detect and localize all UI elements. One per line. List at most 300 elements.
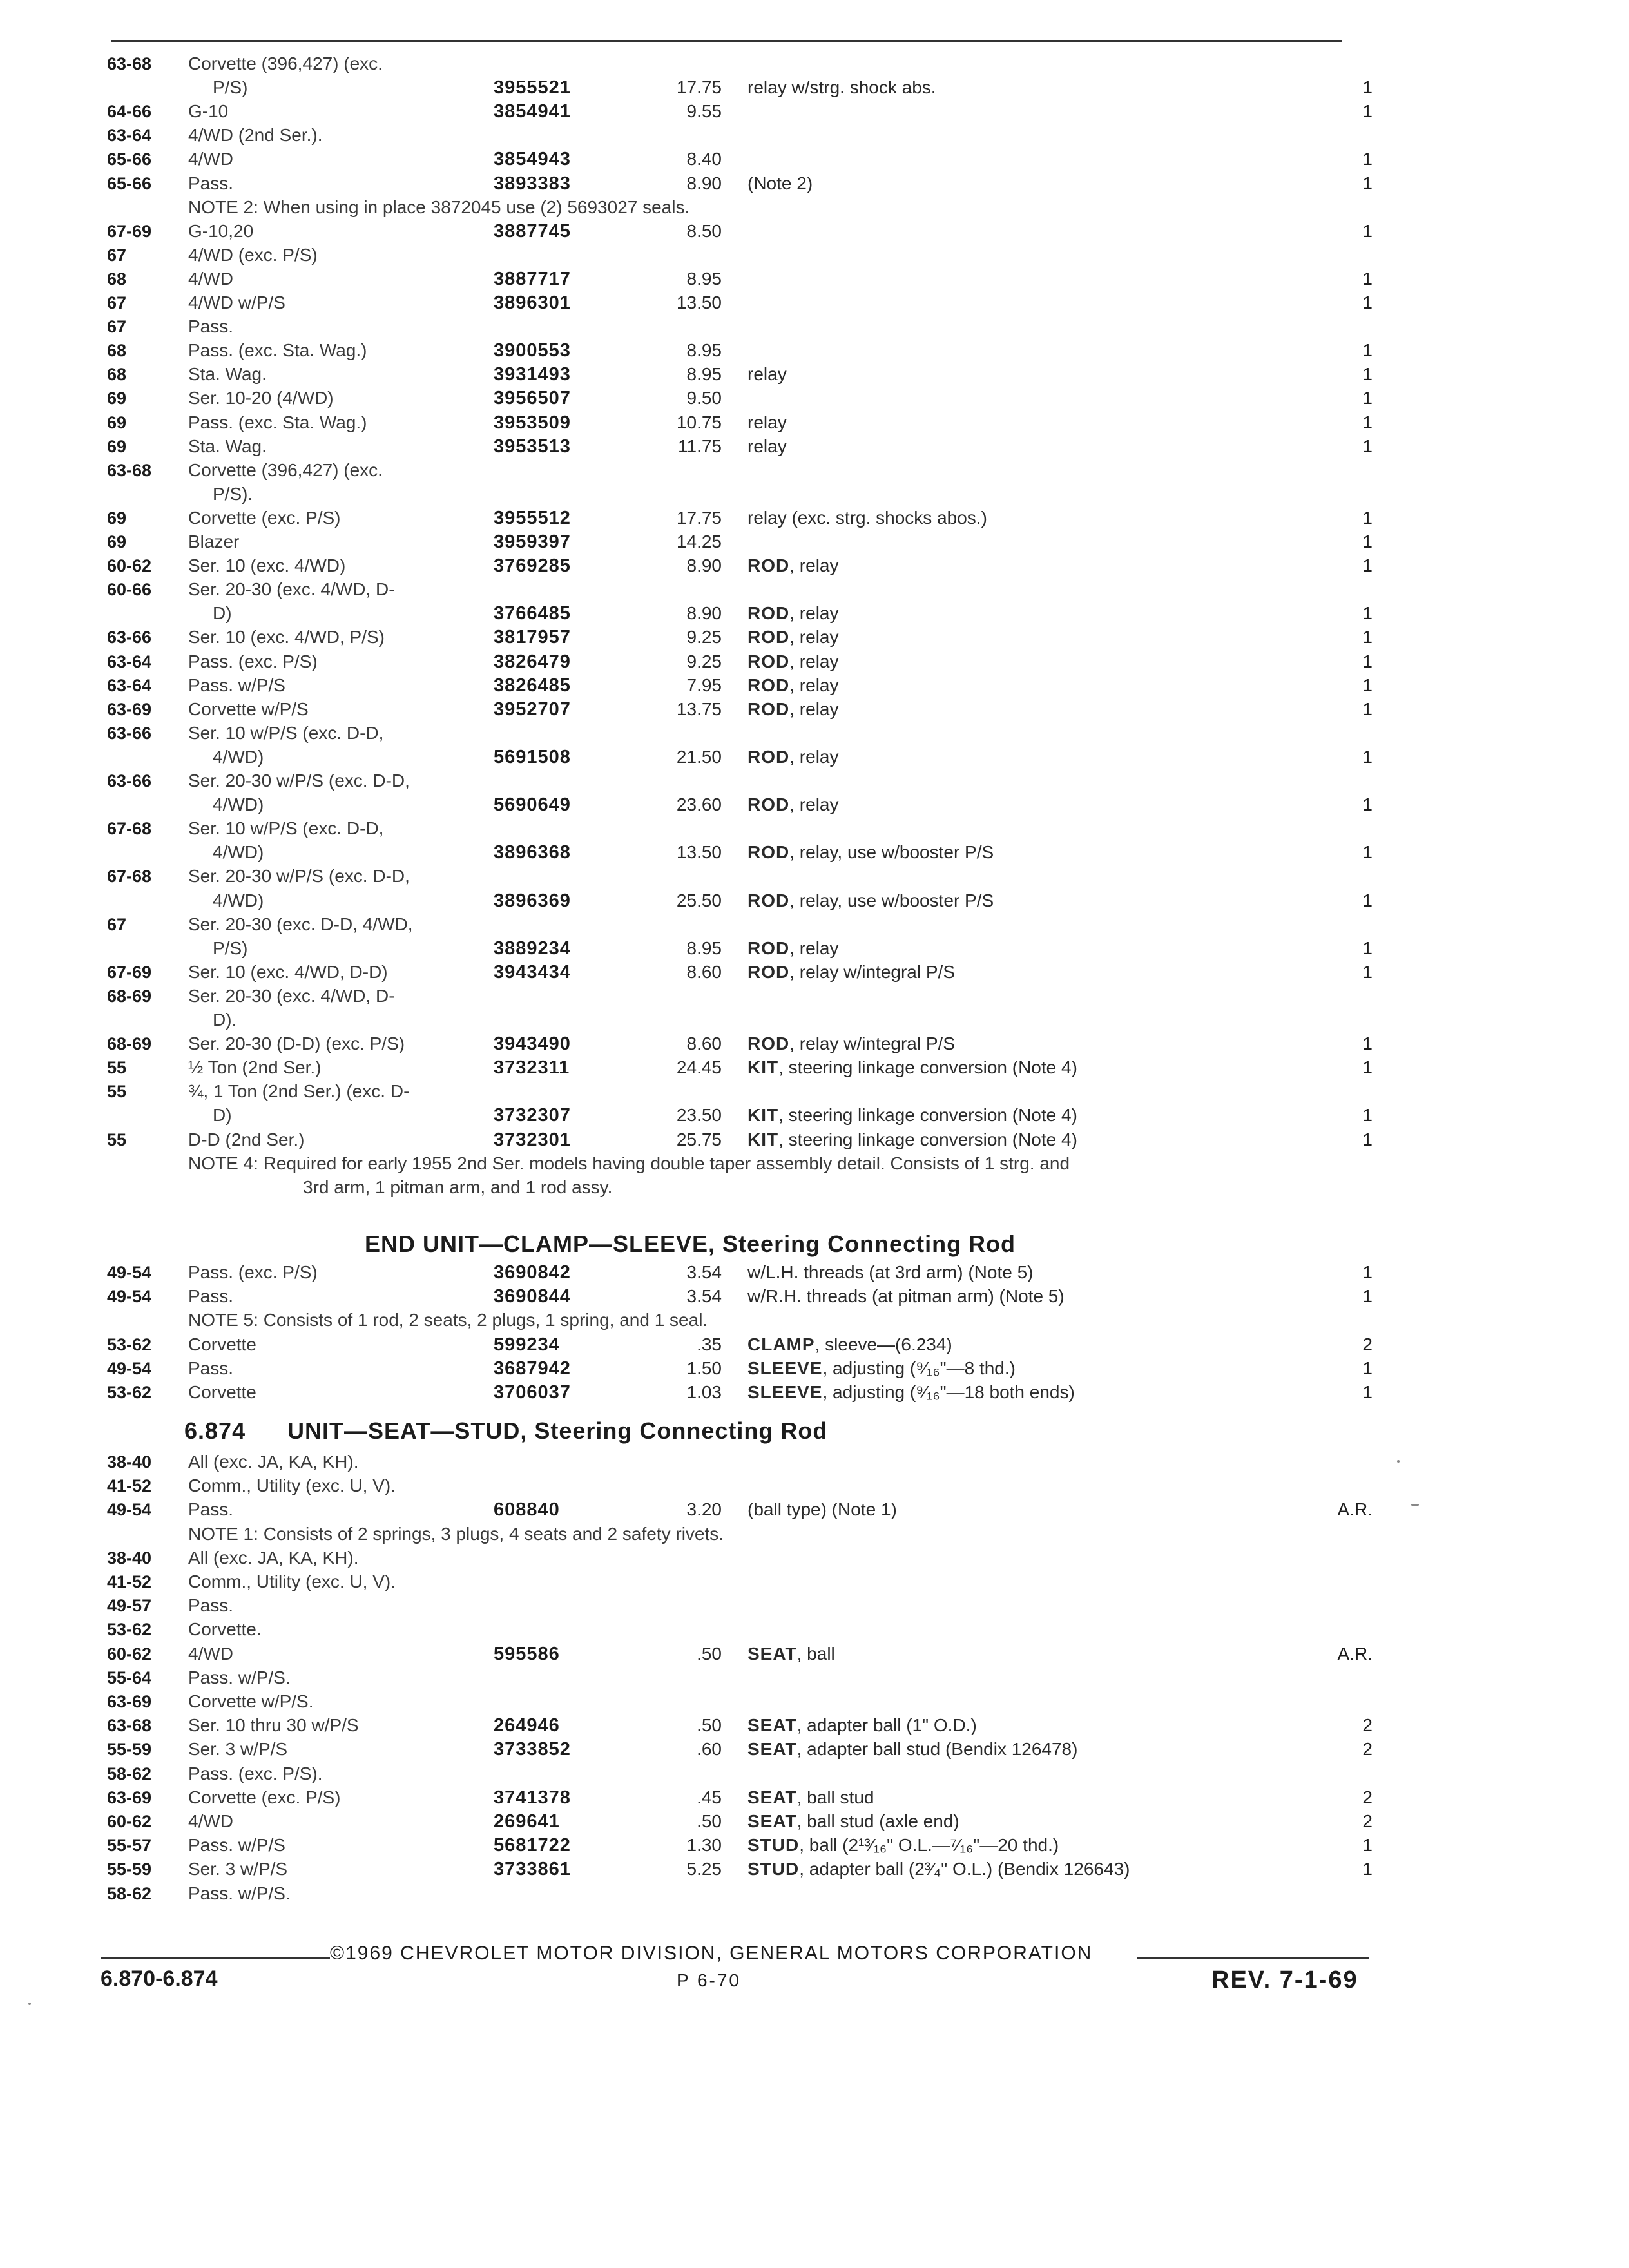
model-description: 4/WD w/P/S — [188, 293, 285, 312]
model-description: Ser. 10 thru 30 w/P/S — [188, 1715, 359, 1736]
quantity: 1 — [1362, 675, 1373, 695]
part-name: ROD — [747, 794, 790, 815]
quantity: 1 — [1362, 364, 1373, 385]
top-rule — [111, 40, 1342, 42]
part-name: SEAT — [747, 1811, 797, 1831]
model-year: 60-62 — [107, 556, 152, 576]
quantity: 1 — [1362, 220, 1373, 241]
model-description: Sta. Wag. — [188, 364, 267, 385]
part-number: 3732311 — [494, 1057, 570, 1079]
part-row — [0, 482, 1629, 506]
model-description: 4/WD — [188, 149, 233, 169]
model-description: Pass. (exc. P/S) — [188, 651, 318, 671]
model-description: Pass. (exc. P/S). — [188, 1763, 323, 1783]
part-row — [0, 1284, 1629, 1309]
quantity: 1 — [1362, 1358, 1373, 1378]
part-description — [747, 362, 787, 387]
price: .60 — [697, 1739, 722, 1760]
note-text: NOTE 1: Consists of 2 springs, 3 plugs, 4 seats and 2 safety rivets. — [188, 1523, 724, 1544]
part-number: 3817957 — [494, 627, 571, 648]
model-description: P/S) — [213, 77, 248, 98]
part-row — [0, 1380, 1629, 1405]
part-row — [0, 840, 1629, 865]
part-row — [0, 52, 1629, 76]
part-number: 3826479 — [494, 651, 571, 672]
part-detail: , relay, use w/booster P/S — [789, 842, 994, 863]
part-detail: , adapter ball stud (Bendix 126478) — [796, 1739, 1078, 1760]
model-description: Ser. 20-30 (exc. D-D, 4/WD, — [188, 914, 413, 934]
part-row — [0, 99, 1629, 124]
section-header-unit-seat-stud: UNIT—SEAT—STUD, Steering Connecting Rod — [287, 1418, 828, 1444]
part-description — [747, 75, 936, 100]
part-description — [747, 673, 838, 698]
model-year: 55 — [107, 1129, 127, 1149]
price: 25.50 — [676, 890, 722, 910]
part-number: 3826485 — [494, 675, 571, 696]
model-description: Corvette (396,427) (exc. — [188, 459, 383, 480]
model-year: 68 — [107, 269, 127, 289]
quantity: 1 — [1362, 961, 1373, 982]
part-number: 3900553 — [494, 340, 571, 361]
model-year: 63-69 — [107, 1787, 152, 1807]
part-number: 269641 — [494, 1811, 560, 1832]
model-description: Corvette w/P/S — [188, 698, 309, 719]
model-description: ¾, 1 Ton (2nd Ser.) (exc. D- — [188, 1081, 410, 1102]
price: 8.60 — [686, 961, 722, 982]
part-row — [0, 816, 1629, 841]
part-description — [747, 410, 787, 435]
quantity: 1 — [1362, 268, 1373, 289]
part-detail: , sleeve—(6.234) — [815, 1334, 952, 1354]
price: 8.95 — [686, 937, 722, 958]
model-year: 69 — [107, 412, 127, 432]
part-number: 3896301 — [494, 293, 571, 313]
part-detail: relay — [747, 412, 787, 432]
part-number: 3943490 — [494, 1033, 571, 1055]
part-detail: , relay — [789, 794, 839, 815]
part-detail: , relay — [789, 627, 839, 648]
model-description: Ser. 20-30 (exc. 4/WD, D- — [188, 985, 395, 1006]
part-name: KIT — [747, 1105, 779, 1126]
price: 7.95 — [686, 675, 722, 695]
model-description: ½ Ton (2nd Ser.) — [188, 1057, 322, 1078]
part-row — [0, 769, 1629, 793]
part-detail: , relay — [789, 651, 839, 671]
part-description — [747, 625, 838, 649]
model-year: 63-66 — [107, 723, 152, 743]
note-row — [0, 1522, 1629, 1546]
part-name: SEAT — [747, 1643, 797, 1664]
quantity: 1 — [1362, 77, 1373, 98]
model-description: 4/WD) — [213, 746, 264, 767]
part-row — [0, 1713, 1629, 1738]
part-row — [0, 1055, 1629, 1080]
scan-speck — [1397, 1460, 1400, 1463]
price: 23.60 — [676, 794, 722, 815]
part-detail: (Note 2) — [747, 173, 813, 193]
model-description: 4/WD — [188, 1811, 233, 1831]
part-row — [0, 434, 1629, 459]
part-number: 3953509 — [494, 412, 571, 433]
part-row — [0, 960, 1629, 985]
part-row — [0, 1833, 1629, 1858]
part-number: 3690842 — [494, 1262, 571, 1283]
part-number: 5691508 — [494, 746, 571, 767]
part-name: ROD — [747, 746, 790, 767]
part-detail: , ball (2¹³⁄₁₆" O.L.—⁷⁄₁₆"—20 thd.) — [799, 1835, 1059, 1856]
part-number: 3889234 — [494, 937, 571, 959]
model-description: Comm., Utility (exc. U, V). — [188, 1571, 396, 1591]
part-row — [0, 1785, 1629, 1810]
model-year: 67-69 — [107, 221, 152, 241]
model-year: 58-62 — [107, 1763, 152, 1783]
part-number: 3706037 — [494, 1382, 571, 1403]
part-detail: , relay w/integral P/S — [789, 961, 956, 982]
quantity: 1 — [1362, 1129, 1373, 1149]
model-year: 63-66 — [107, 628, 152, 648]
quantity: A.R. — [1337, 1499, 1373, 1520]
part-description — [747, 553, 838, 578]
part-row — [0, 1617, 1629, 1642]
model-description: 4/WD (exc. P/S) — [188, 244, 318, 265]
note-row — [0, 1308, 1629, 1332]
model-description: All (exc. JA, KA, KH). — [188, 1547, 359, 1568]
quantity: 1 — [1362, 627, 1373, 648]
model-year: 55-57 — [107, 1836, 152, 1856]
part-number: 3733852 — [494, 1739, 571, 1760]
model-year: 60-66 — [107, 580, 152, 600]
part-description — [747, 697, 838, 722]
part-row — [0, 793, 1629, 817]
model-description: Ser. 3 w/P/S — [188, 1739, 288, 1760]
quantity: 1 — [1362, 698, 1373, 719]
part-description — [747, 171, 813, 196]
model-description: Pass. — [188, 173, 234, 193]
model-year: 63-68 — [107, 1716, 152, 1736]
price: 8.60 — [686, 1033, 722, 1054]
model-year: 68 — [107, 341, 127, 361]
part-row — [0, 984, 1629, 1008]
part-row — [0, 577, 1629, 602]
part-name: SEAT — [747, 1715, 797, 1736]
part-row — [0, 75, 1629, 100]
price: 3.20 — [686, 1499, 722, 1520]
model-description: Pass. w/P/S. — [188, 1883, 291, 1903]
model-description: Pass. — [188, 1286, 234, 1307]
model-year: 67 — [107, 293, 127, 312]
price: 8.90 — [686, 555, 722, 576]
part-detail: , steering linkage conversion (Note 4) — [778, 1057, 1077, 1078]
model-description: 4/WD) — [213, 842, 264, 863]
price: .35 — [697, 1334, 722, 1354]
price: 9.25 — [686, 627, 722, 648]
model-description: Corvette w/P/S. — [188, 1691, 314, 1711]
price: 3.54 — [686, 1286, 722, 1307]
model-description: Ser. 10 w/P/S (exc. D-D, — [188, 722, 384, 743]
model-year: 63-68 — [107, 460, 152, 480]
quantity: 1 — [1362, 937, 1373, 958]
part-description — [747, 649, 838, 674]
price: 1.03 — [686, 1382, 722, 1402]
price: 11.75 — [678, 436, 722, 456]
part-description — [747, 1785, 874, 1810]
quantity: 1 — [1362, 149, 1373, 169]
part-row — [0, 1103, 1629, 1128]
model-description: Ser. 3 w/P/S — [188, 1859, 288, 1879]
model-description: D) — [213, 603, 232, 624]
quantity: 1 — [1362, 173, 1373, 193]
price: .50 — [697, 1811, 722, 1831]
model-description: Pass. w/P/S — [188, 1835, 285, 1856]
model-year: 69 — [107, 436, 127, 456]
part-row — [0, 1762, 1629, 1786]
model-description: 4/WD — [188, 1643, 233, 1664]
part-name: KIT — [747, 1057, 779, 1078]
part-name: STUD — [747, 1835, 800, 1856]
scan-speck — [1411, 1504, 1419, 1506]
part-row — [0, 1881, 1629, 1906]
part-description — [747, 1260, 1033, 1285]
part-name: ROD — [747, 842, 790, 863]
part-row — [0, 506, 1629, 530]
price: 23.50 — [676, 1105, 722, 1126]
quantity: 1 — [1362, 293, 1373, 312]
model-year: 67-68 — [107, 867, 152, 887]
revision-date: REV. 7-1-69 — [1211, 1966, 1358, 1994]
price: 8.40 — [686, 149, 722, 169]
part-number: 3733861 — [494, 1859, 571, 1880]
quantity: 1 — [1362, 388, 1373, 408]
model-year: 49-54 — [107, 1287, 152, 1307]
part-row — [0, 123, 1629, 148]
model-year: 68-69 — [107, 986, 152, 1006]
part-detail: , relay — [789, 698, 839, 719]
model-description: Corvette (exc. P/S) — [188, 1787, 341, 1807]
footer-rule-right — [1137, 1957, 1369, 1959]
part-number: 3956507 — [494, 388, 571, 409]
part-description — [747, 1055, 1077, 1080]
model-year: 63-64 — [107, 126, 152, 146]
model-description: Corvette (396,427) (exc. — [188, 53, 383, 73]
part-detail: , relay — [789, 603, 839, 624]
note-row — [0, 195, 1629, 220]
part-number: 3953513 — [494, 436, 571, 457]
part-row — [0, 314, 1629, 339]
part-number: 5690649 — [494, 794, 571, 816]
model-description: Corvette — [188, 1334, 256, 1354]
model-year: 63-66 — [107, 771, 152, 791]
model-description: Ser. 10 (exc. 4/WD, P/S) — [188, 627, 385, 648]
quantity: 1 — [1362, 651, 1373, 671]
model-description: Corvette — [188, 1382, 256, 1402]
quantity: 2 — [1362, 1334, 1373, 1354]
model-description: Pass. w/P/S. — [188, 1667, 291, 1687]
part-row — [0, 1332, 1629, 1357]
part-row — [0, 889, 1629, 913]
part-number: 3769285 — [494, 555, 571, 577]
model-year: 65-66 — [107, 149, 152, 169]
part-row — [0, 697, 1629, 722]
model-description: D). — [213, 1010, 237, 1030]
model-year: 53-62 — [107, 1383, 152, 1402]
part-row — [0, 1737, 1629, 1762]
model-description: Ser. 10 (exc. 4/WD) — [188, 555, 346, 576]
part-number: 3741378 — [494, 1787, 571, 1808]
part-description — [747, 1032, 955, 1056]
model-year: 67 — [107, 914, 127, 934]
quantity: 1 — [1362, 1859, 1373, 1879]
part-number: 3766485 — [494, 603, 571, 624]
part-detail: , ball — [796, 1643, 835, 1664]
model-description: Pass. — [188, 1358, 234, 1378]
part-number: 595586 — [494, 1643, 560, 1664]
part-row — [0, 936, 1629, 961]
part-name: ROD — [747, 1033, 790, 1054]
model-year: 69 — [107, 389, 127, 408]
model-description: Pass. (exc. Sta. Wag.) — [188, 412, 367, 432]
part-detail: , adapter ball (2³⁄₄" O.L.) (Bendix 126643) — [799, 1859, 1130, 1879]
model-description: 4/WD) — [213, 890, 264, 910]
part-number: 3943434 — [494, 961, 571, 983]
part-name: SEAT — [747, 1739, 797, 1760]
part-row — [0, 1857, 1629, 1881]
part-detail: , relay — [789, 675, 839, 695]
part-number: 3854941 — [494, 101, 571, 122]
part-name: ROD — [747, 603, 790, 624]
model-year: 55 — [107, 1058, 127, 1078]
part-number: 3952707 — [494, 698, 571, 720]
part-number: 3955521 — [494, 77, 571, 99]
section-header-number: 6.874 — [184, 1418, 246, 1444]
part-description — [747, 1857, 1130, 1881]
price: 17.75 — [676, 77, 722, 98]
part-detail: , adapter ball (1" O.D.) — [796, 1715, 977, 1736]
part-name: STUD — [747, 1859, 800, 1879]
model-description: All (exc. JA, KA, KH). — [188, 1452, 359, 1472]
part-number: 3959397 — [494, 532, 571, 552]
part-name: ROD — [747, 675, 790, 695]
model-year: 53-62 — [107, 1334, 152, 1354]
part-detail: relay w/strg. shock abs. — [747, 77, 936, 98]
part-name: ROD — [747, 937, 790, 958]
model-year: 60-62 — [107, 1644, 152, 1664]
part-number: 3887745 — [494, 220, 571, 242]
note-row — [0, 1151, 1629, 1176]
part-description — [747, 745, 838, 769]
model-description: P/S). — [213, 483, 253, 504]
part-description — [747, 601, 838, 626]
part-row — [0, 1689, 1629, 1714]
part-description — [747, 1833, 1059, 1858]
part-row — [0, 1008, 1629, 1032]
part-row — [0, 267, 1629, 291]
quantity: 1 — [1362, 1033, 1373, 1054]
part-name: ROD — [747, 698, 790, 719]
part-description — [747, 889, 994, 913]
part-description — [747, 1103, 1077, 1128]
part-row — [0, 1809, 1629, 1834]
model-year: 64-66 — [107, 102, 152, 122]
model-year: 55-59 — [107, 1740, 152, 1760]
part-detail: , relay w/integral P/S — [789, 1033, 956, 1054]
model-year: 67-68 — [107, 819, 152, 839]
part-name: ROD — [747, 555, 790, 576]
part-row — [0, 1450, 1629, 1474]
part-row — [0, 1570, 1629, 1594]
part-description — [747, 1642, 835, 1666]
quantity: 1 — [1362, 340, 1373, 361]
model-year: 65-66 — [107, 173, 152, 193]
model-year: 67 — [107, 317, 127, 337]
part-name: SLEEVE — [747, 1382, 823, 1402]
price: 14.25 — [676, 532, 722, 552]
price: 3.54 — [686, 1262, 722, 1282]
part-row — [0, 1032, 1629, 1056]
quantity: 1 — [1362, 412, 1373, 432]
part-row — [0, 1497, 1629, 1522]
scan-speck — [28, 2003, 31, 2005]
model-description: Corvette. — [188, 1619, 262, 1640]
model-year: 69 — [107, 532, 127, 552]
part-number: 3931493 — [494, 364, 571, 385]
price: 1.30 — [686, 1835, 722, 1856]
model-description: Ser. 20-30 (exc. 4/WD, D- — [188, 579, 395, 600]
model-description: Pass. (exc. Sta. Wag.) — [188, 340, 367, 361]
model-description: Ser. 20-30 w/P/S (exc. D-D, — [188, 866, 410, 887]
model-year: 67-69 — [107, 962, 152, 982]
quantity: 1 — [1362, 1262, 1373, 1282]
price: 8.95 — [686, 268, 722, 289]
part-name: ROD — [747, 627, 790, 648]
part-number: 3690844 — [494, 1286, 571, 1307]
model-year: 38-40 — [107, 1548, 152, 1568]
part-detail: , relay — [789, 746, 839, 767]
price: 8.90 — [686, 603, 722, 624]
model-description: Blazer — [188, 532, 240, 552]
part-detail: , relay, use w/booster P/S — [789, 890, 994, 910]
model-year: 69 — [107, 508, 127, 528]
quantity: 1 — [1362, 890, 1373, 910]
model-description: Ser. 20-30 (D-D) (exc. P/S) — [188, 1033, 405, 1054]
quantity: 1 — [1362, 1105, 1373, 1126]
model-description: Pass. — [188, 316, 234, 337]
model-description: Ser. 10-20 (4/WD) — [188, 388, 334, 408]
part-row — [0, 601, 1629, 626]
part-number: 264946 — [494, 1715, 560, 1736]
part-row — [0, 649, 1629, 674]
model-year: 41-52 — [107, 1572, 152, 1591]
part-number: 3896368 — [494, 842, 571, 863]
model-year: 55-59 — [107, 1860, 152, 1879]
part-row — [0, 1593, 1629, 1618]
part-name: ROD — [747, 890, 790, 910]
part-number: 3896369 — [494, 890, 571, 911]
section-header-end-unit: END UNIT—CLAMP—SLEEVE, Steering Connecting Rod — [365, 1231, 1016, 1257]
part-detail: relay — [747, 364, 787, 385]
quantity: 1 — [1362, 842, 1373, 863]
part-description — [747, 1713, 977, 1738]
model-description: G-10 — [188, 101, 229, 122]
quantity: 1 — [1362, 1382, 1373, 1402]
model-year: 67 — [107, 245, 127, 265]
part-name: ROD — [747, 961, 790, 982]
part-description — [747, 1332, 952, 1357]
part-number: 3732307 — [494, 1105, 571, 1126]
price: .45 — [697, 1787, 722, 1807]
price: .50 — [697, 1643, 722, 1664]
part-row — [0, 864, 1629, 889]
part-description — [747, 434, 787, 459]
